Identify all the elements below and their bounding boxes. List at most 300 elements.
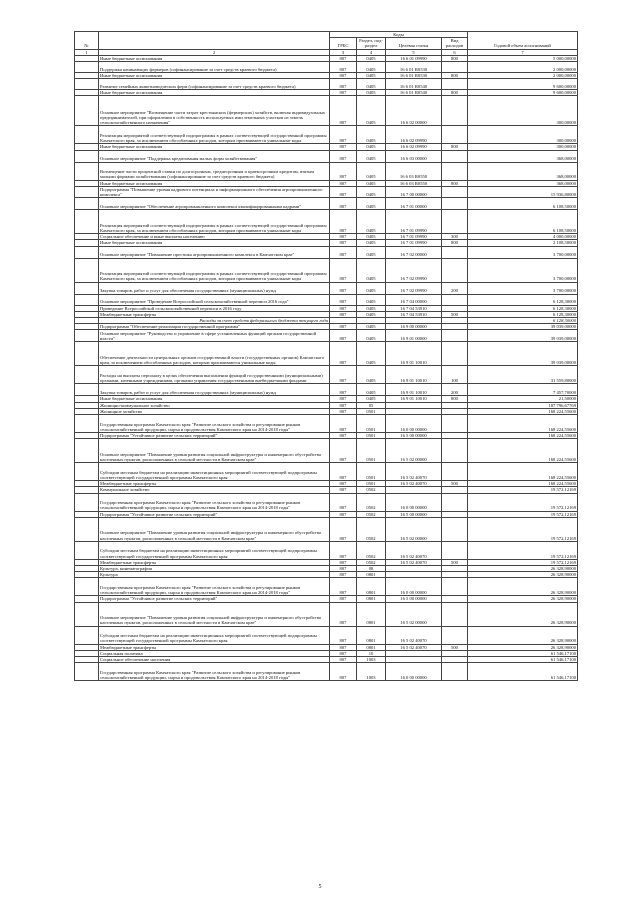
row-name-cell: Межбюджетные трансферты — [99, 311, 330, 317]
row-target-cell: 16 7 01 09990 — [386, 240, 442, 246]
row-number-cell — [75, 210, 99, 234]
row-target-cell: 16 7 00 00000 — [386, 186, 442, 197]
row-amount-cell: 300,00000 — [468, 96, 578, 126]
row-target-cell: 16 6 01 R0540 — [386, 90, 442, 96]
row-number-cell — [75, 517, 99, 541]
row-grbs-cell: 807 — [330, 79, 357, 90]
row-name-cell: Основное мероприятие "Повышение уровня развития социальной инфраструктуры и инженерного обустройства населенных пунктов, расположенных в сельской местности в Камчатском крае" — [99, 439, 330, 463]
row-name-cell: Иные бюджетные ассигнования — [99, 73, 330, 79]
row-target-cell: 16 7 02 09990 — [386, 282, 442, 294]
row-amount-cell: 168 224,55600 — [468, 433, 578, 439]
row-target-cell: 16 0 00 00000 — [386, 578, 442, 596]
row-name-cell: Иные бюджетные ассигнования — [99, 240, 330, 246]
table-row — [75, 126, 578, 144]
row-grbs-cell: 807 — [330, 210, 357, 234]
row-amount-cell: 26 328,90000 — [468, 644, 578, 650]
row-name-cell: Жилищно-коммунальное хозяйство — [99, 402, 330, 408]
row-target-cell: 16 7 02 09990 — [386, 258, 442, 282]
row-section-cell: 0405 — [357, 240, 386, 246]
row-grbs-cell: 807 — [330, 650, 357, 656]
row-grbs-cell: 807 — [330, 282, 357, 294]
row-target-cell: 16 5 02 40070 — [386, 481, 442, 487]
row-target-cell: 16 5 02 00000 — [386, 517, 442, 541]
row-type-cell: 500 — [442, 311, 468, 317]
row-grbs-cell: 807 — [330, 511, 357, 517]
row-name-cell: Реализация мероприятий соответствующей подпрограммы в рамках соответствующей государственной программы Камчатского края, за исключением обособленных расходов, которым присваиваются уникальные коды — [99, 126, 330, 144]
row-name-cell: Основное мероприятие "Повышение престижа агропромышленного комплекса в Камчатском крае" — [99, 246, 330, 258]
row-grbs-cell: 807 — [330, 162, 357, 180]
table-row — [75, 342, 578, 366]
row-amount-cell: 168 224,55600 — [468, 463, 578, 481]
index-cell: 2 — [99, 49, 330, 55]
row-section-cell: 0502 — [357, 517, 386, 541]
row-type-cell — [442, 62, 468, 73]
row-name-cell: Межбюджетные трансферты — [99, 481, 330, 487]
row-name-cell: Реализация мероприятий соответствующей подпрограммы в рамках соответствующей государственной программы Камчатского края, за исключением обособленных расходов, которым присваиваются уникальные коды — [99, 210, 330, 234]
row-target-cell: 16 9 00 00000 — [386, 324, 442, 330]
row-amount-cell: 6 108,50000 — [468, 198, 578, 210]
table-row — [75, 493, 578, 511]
row-section-cell: 0405 — [357, 324, 386, 330]
row-name-cell: Государственная программа Камчатского края "Развитие сельского хозяйства и регулирование рынков сельскохозяйственной продукции, сырья и продовольствия Камчатского края на 2014-2018 годы" — [99, 493, 330, 511]
row-type-cell — [442, 150, 468, 162]
row-type-cell — [442, 198, 468, 210]
row-type-cell — [442, 415, 468, 433]
table-row — [75, 330, 578, 342]
row-grbs-cell: 807 — [330, 311, 357, 317]
row-name-cell: Основное мероприятие "Проведение Всероссийской сельскохозяйственной переписи 2016 года" — [99, 294, 330, 305]
row-amount-cell: 168 224,55600 — [468, 439, 578, 463]
row-number-cell — [75, 126, 99, 144]
row-type-cell — [442, 578, 468, 596]
row-grbs-cell: 807 — [330, 517, 357, 541]
row-grbs-cell: 807 — [330, 96, 357, 126]
row-amount-cell: 3 700,00000 — [468, 246, 578, 258]
row-type-cell — [442, 96, 468, 126]
row-amount-cell: 19 572,12169 — [468, 487, 578, 493]
row-section-cell: 0405 — [357, 198, 386, 210]
row-target-cell: 16 5 00 00000 — [386, 511, 442, 517]
row-type-cell — [442, 439, 468, 463]
row-section-cell: 0405 — [357, 96, 386, 126]
row-section-cell: 0405 — [357, 330, 386, 342]
row-grbs-cell: 807 — [330, 415, 357, 433]
row-grbs-cell: 807 — [330, 126, 357, 144]
row-grbs-cell: 807 — [330, 566, 357, 572]
index-cell: 3 — [330, 49, 357, 55]
row-name-cell: Основное мероприятие "Повышение уровня развития социальной инфраструктуры и инженерного обустройства населенных пунктов, расположенных в сельской местности в Камчатском крае" — [99, 517, 330, 541]
row-number-cell — [75, 294, 99, 305]
row-number-cell — [75, 366, 99, 384]
table-row — [75, 96, 578, 126]
row-grbs-cell: 807 — [330, 180, 357, 186]
row-grbs-cell: 807 — [330, 305, 357, 311]
row-grbs-cell: 807 — [330, 258, 357, 282]
row-amount-cell: 368,00000 — [468, 150, 578, 162]
table-row — [75, 415, 578, 433]
row-type-cell — [442, 493, 468, 511]
row-target-cell: 16 7 01 09990 — [386, 234, 442, 240]
row-name-cell: Государственная программа Камчатского края "Развитие сельского хозяйства и регулирование рынков сельскохозяйственной продукции, сырья и продовольствия Камчатского края на 2014-2018 годы" — [99, 578, 330, 596]
row-section-cell: 0501 — [357, 463, 386, 481]
row-name-cell: Культура — [99, 572, 330, 578]
row-type-cell: 800 — [442, 240, 468, 246]
row-type-cell: 800 — [442, 396, 468, 402]
row-number-cell — [75, 415, 99, 433]
row-name-cell: Иные бюджетные ассигнования — [99, 90, 330, 96]
row-number-cell — [75, 342, 99, 366]
row-amount-cell: 2 108,50000 — [468, 240, 578, 246]
row-type-cell — [442, 626, 468, 644]
row-number-cell — [75, 96, 99, 126]
table-row — [75, 62, 578, 73]
row-grbs-cell: 807 — [330, 384, 357, 396]
row-amount-cell: 39 039,00000 — [468, 342, 578, 366]
row-name-cell: Основное мероприятие "Обеспечение агропромышленного комплекса квалифицированными кадрами" — [99, 198, 330, 210]
row-grbs-cell: 807 — [330, 541, 357, 559]
row-amount-cell: 19 572,12169 — [468, 493, 578, 511]
row-amount-cell: 6 128,30000 — [468, 294, 578, 305]
row-number-cell — [75, 439, 99, 463]
row-target-cell: 16 6 02 00000 — [386, 96, 442, 126]
row-section-cell: 0405 — [357, 55, 386, 61]
row-grbs-cell: 807 — [330, 408, 357, 414]
row-grbs-cell: 807 — [330, 342, 357, 366]
row-type-cell: 800 — [442, 55, 468, 61]
row-grbs-cell: 807 — [330, 234, 357, 240]
row-section-cell: 0502 — [357, 511, 386, 517]
table-row — [75, 186, 578, 197]
table-row — [75, 294, 578, 305]
row-amount-cell: 6 128,30000 — [468, 305, 578, 311]
row-type-cell — [442, 258, 468, 282]
row-type-cell: 200 — [442, 282, 468, 294]
row-type-cell: 100 — [442, 366, 468, 384]
row-section-cell: 0502 — [357, 487, 386, 493]
table-row — [75, 198, 578, 210]
row-target-cell: 16 7 04 53910 — [386, 305, 442, 311]
row-amount-cell: 19 572,12169 — [468, 511, 578, 517]
row-type-cell — [442, 210, 468, 234]
table-row — [75, 150, 578, 162]
row-name-cell: Подпрограмма "Устойчивое развитие сельских территорий" — [99, 433, 330, 439]
row-amount-cell: 3 700,00000 — [468, 258, 578, 282]
table-row — [75, 463, 578, 481]
row-amount-cell: 187 796,67769 — [468, 402, 578, 408]
row-grbs-cell: 807 — [330, 572, 357, 578]
row-section-cell: 0405 — [357, 305, 386, 311]
row-target-cell: 16 6 01 R0530 — [386, 62, 442, 73]
row-grbs-cell: 807 — [330, 626, 357, 644]
header-section: Раздел, под-раздел — [357, 38, 386, 49]
row-name-cell: Основное мероприятие "Возмещение части затрат крестьянских (фермерских) хозяйств, включая индивидуальных предпринимателей, при оформлении в собственность используемых ими земельных участков из земель сельскохозяйственного назначения" — [99, 96, 330, 126]
row-amount-cell: 2 000,00000 — [468, 73, 578, 79]
row-target-cell: 16 6 01 R0540 — [386, 79, 442, 90]
row-amount-cell: 39 039,00000 — [468, 330, 578, 342]
row-grbs-cell: 807 — [330, 186, 357, 197]
row-grbs-cell: 807 — [330, 644, 357, 650]
row-amount-cell: 168 224,55600 — [468, 415, 578, 433]
row-name-cell: Социальная политика — [99, 650, 330, 656]
row-name-cell: Государственная программа Камчатского края "Развитие сельского хозяйства и регулирование рынков сельскохозяйственной продукции, сырья и продовольствия Камчатского края на 2014-2018 годы" — [99, 415, 330, 433]
row-name-cell: Поддержка начинающих фермеров (софинансирование за счет средств краевого бюджета) — [99, 62, 330, 73]
row-section-cell: 0801 — [357, 626, 386, 644]
row-number-cell — [75, 602, 99, 626]
row-name-cell: Субсидии местным бюджетам на реализацию инвестиционных мероприятий соответствующей подпрограммы соответствующей государственной программы Камчатского края — [99, 541, 330, 559]
row-section-cell: 0501 — [357, 408, 386, 414]
row-type-cell — [442, 186, 468, 197]
row-target-cell: 16 5 00 00000 — [386, 596, 442, 602]
row-number-cell — [75, 79, 99, 90]
row-name-cell: Иные бюджетные ассигнования — [99, 144, 330, 150]
row-type-cell — [442, 517, 468, 541]
row-amount-cell: 2 000,00000 — [468, 62, 578, 73]
row-grbs-cell: 807 — [330, 559, 357, 565]
row-amount-cell: 6 108,50000 — [468, 210, 578, 234]
row-name-cell: Подпрограмма "Обеспечение реализации государственной программы" — [99, 324, 330, 330]
row-section-cell: 0502 — [357, 541, 386, 559]
row-type-cell — [442, 162, 468, 180]
row-target-cell: 16 0 00 00000 — [386, 493, 442, 511]
table-row — [75, 282, 578, 294]
row-type-cell: 500 — [442, 644, 468, 650]
index-cell: 5 — [386, 49, 442, 55]
table-row — [75, 210, 578, 234]
row-target-cell: 16 5 02 00000 — [386, 602, 442, 626]
row-name-cell: Субсидии местным бюджетам на реализацию инвестиционных мероприятий соответствующей подпрограммы соответствующей государственной программы Камчатского края — [99, 463, 330, 481]
row-grbs-cell: 807 — [330, 294, 357, 305]
row-grbs-cell: 807 — [330, 366, 357, 384]
row-amount-cell: 168 224,55600 — [468, 408, 578, 414]
table-row — [75, 258, 578, 282]
row-number-cell — [75, 246, 99, 258]
table-row — [75, 162, 578, 180]
row-name-cell: Субсидии местным бюджетам на реализацию инвестиционных мероприятий соответствующей подпрограммы соответствующей государственной программы Камчатского края — [99, 626, 330, 644]
row-section-cell: 0405 — [357, 258, 386, 282]
row-target-cell: 16 9 01 10010 — [386, 396, 442, 402]
row-name-cell: Обеспечение деятельности центральных органов государственной власти (государственных органов) Камчатского края, за исключением обособленных расходов, которым присваиваются уникальные коды — [99, 342, 330, 366]
row-section-cell: 08 — [357, 566, 386, 572]
row-target-cell: 16 7 04 53910 — [386, 311, 442, 317]
row-target-cell: 16 7 01 00000 — [386, 198, 442, 210]
row-grbs-cell: 807 — [330, 596, 357, 602]
row-grbs-cell: 807 — [330, 481, 357, 487]
row-name-cell: Возмещение части процентной ставки по долгосрочным, среднесрочным и краткосрочным кредитам, взятым малыми формами хозяйствования (софинансирование за счет средств краевого бюджета) — [99, 162, 330, 180]
row-amount-cell: 4 000,00000 — [468, 234, 578, 240]
row-section-cell: 0405 — [357, 396, 386, 402]
row-grbs-cell: 807 — [330, 73, 357, 79]
row-amount-cell: 5 000,00000 — [468, 55, 578, 61]
row-amount-cell: 19 572,12169 — [468, 559, 578, 565]
row-type-cell — [442, 126, 468, 144]
row-number-cell — [75, 186, 99, 197]
row-section-cell: 0405 — [357, 62, 386, 73]
row-amount-cell: 368,00000 — [468, 180, 578, 186]
budget-table — [74, 31, 578, 681]
row-amount-cell: 26 328,90000 — [468, 572, 578, 578]
row-name-cell: Межбюджетные трансферты — [99, 559, 330, 565]
index-cell: 1 — [75, 49, 99, 55]
row-target-cell: 16 9 01 10010 — [386, 342, 442, 366]
row-target-cell: 16 6 02 09990 — [386, 144, 442, 150]
row-number-cell — [75, 384, 99, 396]
row-type-cell — [442, 541, 468, 559]
row-name-cell: Социальное обеспечение и иные выплаты населению — [99, 234, 330, 240]
row-name-cell: Жилищное хозяйство — [99, 408, 330, 414]
page-number: 5 — [318, 884, 322, 890]
row-amount-cell: 39 039,00000 — [468, 324, 578, 330]
row-section-cell: 0405 — [357, 79, 386, 90]
row-name-cell: Государственная программа Камчатского края "Развитие сельского хозяйства и регулирование рынков сельскохозяйственной продукции, сырья и продовольствия Камчатского края на 2014-2018 годы" — [99, 663, 330, 681]
row-name-cell: Основное мероприятие "Поддержка кредитования малых форм хозяйствования" — [99, 150, 330, 162]
row-name-cell: Коммунальное хозяйство — [99, 487, 330, 493]
row-amount-cell: 9 600,00000 — [468, 79, 578, 90]
row-type-cell — [442, 79, 468, 90]
row-section-cell: 0405 — [357, 150, 386, 162]
row-type-cell — [442, 342, 468, 366]
row-number-cell — [75, 663, 99, 681]
header-amount: Годовой объем ассигнований — [468, 32, 578, 50]
table-row — [75, 541, 578, 559]
row-section-cell: 0801 — [357, 578, 386, 596]
row-amount-cell: 3 700,00000 — [468, 282, 578, 294]
index-cell: 7 — [468, 49, 578, 55]
row-section-cell: 0405 — [357, 186, 386, 197]
row-number-cell — [75, 258, 99, 282]
row-amount-cell: 26 328,90000 — [468, 626, 578, 644]
row-amount-cell: 61 546,17100 — [468, 650, 578, 656]
row-target-cell: 16 0 00 00000 — [386, 663, 442, 681]
header-codes: Коды — [330, 32, 468, 38]
row-amount-cell: 19 572,12169 — [468, 541, 578, 559]
row-section-cell: 1003 — [357, 657, 386, 663]
table-body — [75, 49, 578, 681]
row-grbs-cell: 807 — [330, 439, 357, 463]
table-row — [75, 602, 578, 626]
row-section-cell: 0405 — [357, 294, 386, 305]
row-number-cell — [75, 330, 99, 342]
row-amount-cell: 26 328,90000 — [468, 578, 578, 596]
row-section-cell: 1003 — [357, 663, 386, 681]
row-name-cell: Закупка товаров, работ и услуг для обеспечения государственных (муниципальных) нужд — [99, 384, 330, 396]
row-grbs-cell: 807 — [330, 198, 357, 210]
row-name-cell: Подпрограмма "Устойчивое развитие сельских территорий" — [99, 511, 330, 517]
row-type-cell: 200 — [442, 384, 468, 396]
row-grbs-cell: 807 — [330, 144, 357, 150]
row-section-cell: 0801 — [357, 572, 386, 578]
row-type-cell — [442, 602, 468, 626]
row-name-cell: Реализация мероприятий соответствующей подпрограммы в рамках соответствующей государственной программы Камчатского края, за исключением обособленных расходов, которым присваиваются уникальные коды — [99, 258, 330, 282]
row-amount-cell: 61 546,17100 — [468, 663, 578, 681]
row-grbs-cell: 807 — [330, 493, 357, 511]
row-grbs-cell: 807 — [330, 402, 357, 408]
header-number: № — [75, 32, 99, 50]
row-section-cell: 0801 — [357, 644, 386, 650]
table-row — [75, 439, 578, 463]
row-amount-cell: 9 600,00000 — [468, 90, 578, 96]
row-grbs-cell: 807 — [330, 657, 357, 663]
row-grbs-cell: 807 — [330, 487, 357, 493]
row-number-cell — [75, 62, 99, 73]
row-grbs-cell: 807 — [330, 240, 357, 246]
row-name-cell: Иные бюджетные ассигнования — [99, 180, 330, 186]
row-target-cell: 16 5 02 40070 — [386, 626, 442, 644]
row-target-cell: 16 9 01 00000 — [386, 330, 442, 342]
row-grbs-cell: 807 — [330, 324, 357, 330]
row-section-cell: 0405 — [357, 144, 386, 150]
row-grbs-cell: 807 — [330, 663, 357, 681]
row-number-cell — [75, 578, 99, 596]
row-target-cell: 16 5 02 00000 — [386, 439, 442, 463]
row-amount-cell: 300,00000 — [468, 126, 578, 144]
row-section-cell: 0501 — [357, 415, 386, 433]
row-amount-cell: 6 128,30000 — [468, 318, 578, 324]
row-type-cell — [442, 663, 468, 681]
row-name-cell: Иные бюджетные ассигнования — [99, 396, 330, 402]
row-type-cell: 800 — [442, 90, 468, 96]
row-grbs-cell: 807 — [330, 433, 357, 439]
row-target-cell: 16 6 01 R0530 — [386, 73, 442, 79]
row-target-cell: 16 6 03 R0550 — [386, 162, 442, 180]
row-section-cell: 0405 — [357, 342, 386, 366]
row-section-cell: 0405 — [357, 126, 386, 144]
row-grbs-cell: 807 — [330, 55, 357, 61]
row-type-cell — [442, 330, 468, 342]
row-grbs-cell: 807 — [330, 578, 357, 596]
row-name-cell: Иные бюджетные ассигнования — [99, 55, 330, 61]
row-type-cell: 300 — [442, 234, 468, 240]
table-header — [75, 32, 578, 50]
row-target-cell: 16 6 03 00000 — [386, 150, 442, 162]
row-amount-cell: 21,50000 — [468, 396, 578, 402]
row-section-cell: 05 — [357, 402, 386, 408]
row-grbs-cell: 807 — [330, 90, 357, 96]
row-number-cell — [75, 162, 99, 180]
row-target-cell: 16 0 00 00000 — [386, 415, 442, 433]
row-number-cell — [75, 626, 99, 644]
row-name-cell: Основное мероприятие "Руководство и управление в сфере установленных функций органов государственной власти" — [99, 330, 330, 342]
row-name-cell: Культура, кинематография — [99, 566, 330, 572]
row-type-cell: 500 — [442, 481, 468, 487]
row-target-cell: 16 5 02 40070 — [386, 644, 442, 650]
row-name-cell: Основное мероприятие "Повышение уровня развития социальной инфраструктуры и инженерного обустройства населенных пунктов, расположенных в сельской местности в Камчатском крае" — [99, 602, 330, 626]
row-target-cell: 16 7 02 00000 — [386, 246, 442, 258]
row-type-cell — [442, 294, 468, 305]
row-section-cell: 0801 — [357, 602, 386, 626]
row-name-cell: Закупка товаров, работ и услуг для обеспечения государственных (муниципальных) нужд — [99, 282, 330, 294]
row-target-cell: 16 5 02 40070 — [386, 463, 442, 481]
row-amount-cell: 26 328,90000 — [468, 566, 578, 572]
row-type-cell — [442, 463, 468, 481]
row-amount-cell: 31 559,80000 — [468, 366, 578, 384]
row-section-cell: 0501 — [357, 439, 386, 463]
table-row — [75, 626, 578, 644]
row-type-cell: 800 — [442, 180, 468, 186]
row-amount-cell: 168 224,55600 — [468, 481, 578, 487]
row-section-cell: 0405 — [357, 246, 386, 258]
row-grbs-cell: 807 — [330, 463, 357, 481]
row-grbs-cell: 807 — [330, 330, 357, 342]
row-section-cell: 0405 — [357, 311, 386, 317]
row-section-cell: 0405 — [357, 73, 386, 79]
table-row — [75, 578, 578, 596]
row-amount-cell: 6 128,30000 — [468, 311, 578, 317]
row-section-cell: 0405 — [357, 384, 386, 396]
row-section-cell: 0405 — [357, 162, 386, 180]
index-cell: 6 — [442, 49, 468, 55]
table-row — [75, 384, 578, 396]
row-grbs-cell: 807 — [330, 246, 357, 258]
